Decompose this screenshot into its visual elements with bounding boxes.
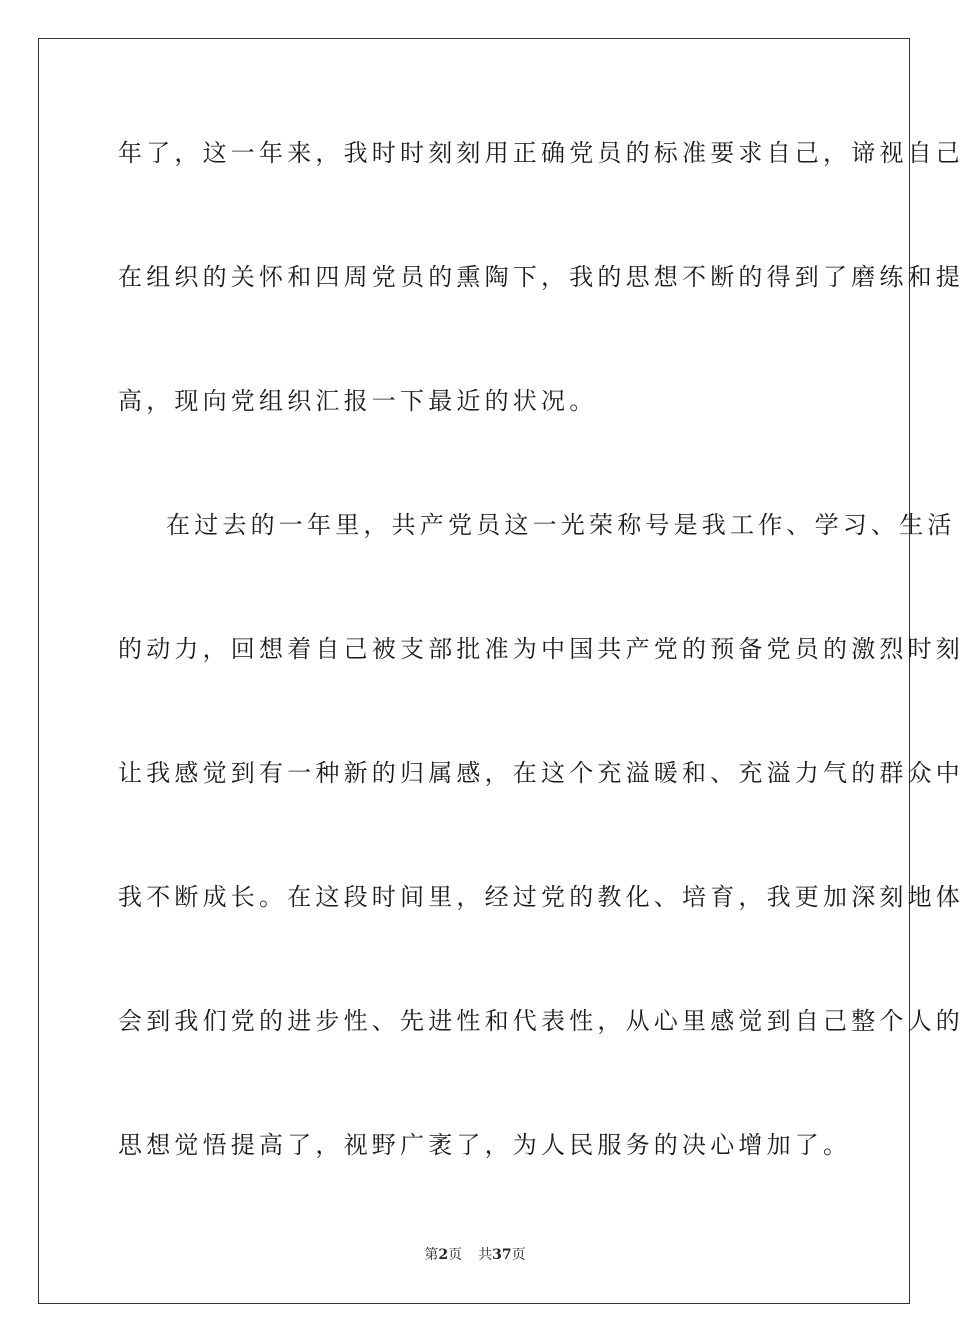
page-border [38,38,964,1304]
total-page-count: 37 [492,1247,512,1263]
page-footer [0,1246,950,1264]
body-line-4-paragraph-start: 在过去的一年里，共产党员这一光荣称号是我工作、学习、生活 [166,511,956,539]
body-line-1: 年了，这一年来，我时时刻刻用正确党员的标准要求自己，谛视自己 [118,139,964,167]
body-line-3: 高，现向党组织汇报一下最近的状况。 [118,387,598,415]
page-label-suffix: 页 [448,1247,463,1263]
page-label-prefix: 第 [424,1247,439,1263]
body-line-6: 让我感觉到有一种新的归属感，在这个充溢暖和、充溢力气的群众中 [118,759,964,787]
total-label-suffix: 页 [511,1247,526,1263]
body-line-9: 思想觉悟提高了，视野广袤了，为人民服务的决心增加了。 [118,1131,852,1159]
current-page-number: 2 [438,1247,449,1263]
body-line-2: 在组织的关怀和四周党员的熏陶下，我的思想不断的得到了磨练和提 [118,263,964,291]
body-line-7: 我不断成长。在这段时间里，经过党的教化、培育，我更加深刻地体 [118,883,964,911]
body-line-5: 的动力，回想着自己被支部批准为中国共产党的预备党员的激烈时刻 [118,635,964,663]
body-line-8: 会到我们党的进步性、先进性和代表性，从心里感觉到自己整个人的 [118,1007,964,1035]
total-label-prefix: 共 [478,1247,493,1263]
